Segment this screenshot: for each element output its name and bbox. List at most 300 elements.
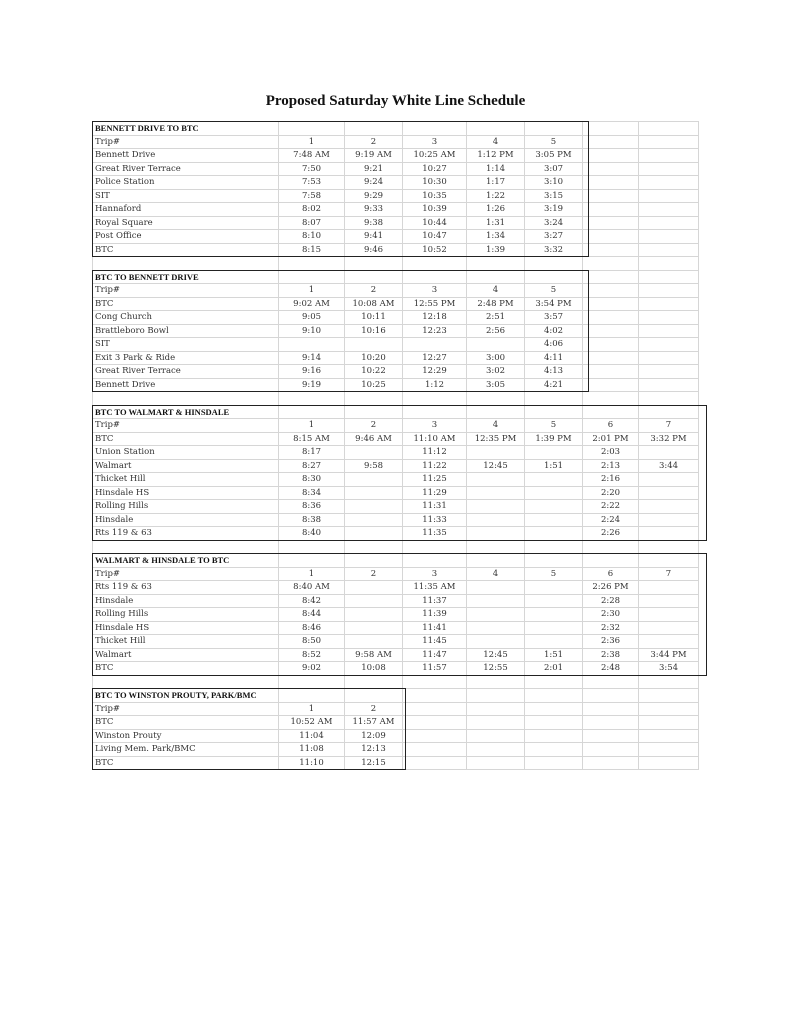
time-cell: 2:20 [583, 486, 639, 500]
time-cell: 9:14 [279, 351, 345, 365]
time-cell: 1:12 PM [467, 149, 525, 163]
stop-name: BTC [93, 297, 279, 311]
section-header-row [93, 405, 699, 419]
empty-cell [583, 122, 639, 136]
empty-cell [583, 689, 639, 703]
time-cell: 3:15 [525, 189, 583, 203]
time-cell: 2:38 [583, 648, 639, 662]
stop-name: Rts 119 & 63 [93, 527, 279, 541]
time-cell: 2:48 [583, 662, 639, 676]
empty-cell [345, 122, 403, 136]
time-cell: 8:40 AM [279, 581, 345, 595]
empty-cell [345, 392, 403, 406]
empty-cell [583, 216, 639, 230]
time-cell: 2:26 [583, 527, 639, 541]
time-cell [525, 581, 583, 595]
time-cell: 4:13 [525, 365, 583, 379]
stop-row [93, 459, 699, 473]
trip-number: 5 [525, 419, 583, 433]
trip-number: 4 [467, 419, 525, 433]
empty-cell [403, 554, 467, 568]
stop-name: Great River Terrace [93, 365, 279, 379]
stop-row [93, 297, 699, 311]
empty-cell [583, 743, 639, 757]
time-cell: 10:44 [403, 216, 467, 230]
empty-cell [403, 675, 467, 689]
time-cell [639, 621, 699, 635]
empty-cell [525, 540, 583, 554]
stop-name: Hannaford [93, 203, 279, 217]
empty-cell [279, 540, 345, 554]
time-cell: 12:35 PM [467, 432, 525, 446]
empty-cell [403, 702, 467, 716]
section-title: BTC TO WINSTON PROUTY, PARK/BMC [93, 689, 279, 703]
time-cell: 10:08 AM [345, 297, 403, 311]
stop-row [93, 662, 699, 676]
empty-cell [583, 756, 639, 770]
time-cell: 3:00 [467, 351, 525, 365]
time-cell: 12:13 [345, 743, 403, 757]
stop-row [93, 608, 699, 622]
stop-name: BTC [93, 243, 279, 257]
time-cell: 11:35 AM [403, 581, 467, 595]
stop-name: Union Station [93, 446, 279, 460]
time-cell: 2:32 [583, 621, 639, 635]
empty-cell [525, 270, 583, 284]
time-cell: 9:58 AM [345, 648, 403, 662]
trip-number: 5 [525, 135, 583, 149]
empty-cell [583, 324, 639, 338]
time-cell: 8:44 [279, 608, 345, 622]
empty-cell [639, 554, 699, 568]
time-cell [345, 594, 403, 608]
empty-cell [279, 122, 345, 136]
time-cell [279, 338, 345, 352]
time-cell: 10:39 [403, 203, 467, 217]
schedule-grid [92, 121, 699, 770]
time-cell [525, 621, 583, 635]
empty-cell [403, 392, 467, 406]
time-cell: 11:22 [403, 459, 467, 473]
empty-cell [467, 743, 525, 757]
time-cell [639, 608, 699, 622]
empty-cell [467, 756, 525, 770]
time-cell [467, 338, 525, 352]
time-cell: 8:10 [279, 230, 345, 244]
empty-cell [583, 729, 639, 743]
time-cell: 9:02 [279, 662, 345, 676]
time-cell: 2:13 [583, 459, 639, 473]
time-cell [639, 635, 699, 649]
time-cell: 10:52 AM [279, 716, 345, 730]
empty-cell [639, 189, 699, 203]
trip-number: 4 [467, 284, 525, 298]
trip-number: 1 [279, 702, 345, 716]
time-cell: 11:47 [403, 648, 467, 662]
trip-number-row [93, 702, 699, 716]
time-cell [467, 513, 525, 527]
stop-row [93, 203, 699, 217]
stop-row [93, 311, 699, 325]
time-cell: 12:55 [467, 662, 525, 676]
empty-cell [525, 554, 583, 568]
empty-cell [525, 257, 583, 271]
trip-number-row [93, 135, 699, 149]
time-cell: 8:15 AM [279, 432, 345, 446]
empty-cell [467, 540, 525, 554]
time-cell: 9:58 [345, 459, 403, 473]
time-cell [639, 513, 699, 527]
empty-cell [639, 540, 699, 554]
empty-cell [639, 149, 699, 163]
time-cell: 3:54 [639, 662, 699, 676]
time-cell [467, 486, 525, 500]
trip-number: 2 [345, 567, 403, 581]
empty-cell [93, 675, 279, 689]
time-cell: 1:51 [525, 648, 583, 662]
trip-number: 3 [403, 135, 467, 149]
time-cell: 9:19 AM [345, 149, 403, 163]
empty-cell [583, 189, 639, 203]
time-cell: 8:52 [279, 648, 345, 662]
empty-cell [639, 284, 699, 298]
time-cell: 10:25 AM [403, 149, 467, 163]
empty-cell [583, 338, 639, 352]
time-cell [345, 635, 403, 649]
empty-cell [583, 257, 639, 271]
time-cell: 11:45 [403, 635, 467, 649]
empty-cell [93, 392, 279, 406]
trip-number: 6 [583, 567, 639, 581]
stop-name: Hinsdale [93, 594, 279, 608]
empty-cell [639, 756, 699, 770]
empty-cell [583, 176, 639, 190]
empty-cell [525, 743, 583, 757]
time-cell: 2:01 [525, 662, 583, 676]
empty-cell [279, 689, 345, 703]
empty-cell [279, 675, 345, 689]
time-cell: 8:46 [279, 621, 345, 635]
empty-cell [583, 378, 639, 392]
time-cell [467, 608, 525, 622]
empty-cell [467, 554, 525, 568]
empty-cell [639, 365, 699, 379]
trip-label: Trip# [93, 419, 279, 433]
spacer-row [93, 540, 699, 554]
empty-cell [639, 311, 699, 325]
trip-number: 1 [279, 284, 345, 298]
time-cell: 12:29 [403, 365, 467, 379]
time-cell: 3:57 [525, 311, 583, 325]
trip-number: 6 [583, 419, 639, 433]
time-cell: 11:10 [279, 756, 345, 770]
time-cell: 3:02 [467, 365, 525, 379]
time-cell: 11:10 AM [403, 432, 467, 446]
empty-cell [639, 203, 699, 217]
stop-name: Royal Square [93, 216, 279, 230]
time-cell: 9:33 [345, 203, 403, 217]
time-cell: 9:46 AM [345, 432, 403, 446]
time-cell: 3:32 PM [639, 432, 699, 446]
stop-name: Brattleboro Bowl [93, 324, 279, 338]
time-cell: 1:22 [467, 189, 525, 203]
empty-cell [583, 284, 639, 298]
stop-row [93, 176, 699, 190]
empty-cell [639, 351, 699, 365]
stop-name: Walmart [93, 459, 279, 473]
empty-cell [583, 392, 639, 406]
empty-cell [583, 365, 639, 379]
time-cell: 8:34 [279, 486, 345, 500]
time-cell: 8:02 [279, 203, 345, 217]
stop-row [93, 365, 699, 379]
time-cell [639, 473, 699, 487]
trip-number: 1 [279, 135, 345, 149]
stop-name: Rolling Hills [93, 608, 279, 622]
time-cell: 2:26 PM [583, 581, 639, 595]
empty-cell [345, 540, 403, 554]
time-cell [467, 621, 525, 635]
empty-cell [279, 405, 345, 419]
stop-row [93, 473, 699, 487]
section-title: BENNETT DRIVE TO BTC [93, 122, 279, 136]
empty-cell [93, 540, 279, 554]
time-cell [345, 527, 403, 541]
trip-number: 7 [639, 567, 699, 581]
spacer-row [93, 675, 699, 689]
empty-cell [279, 554, 345, 568]
time-cell [467, 473, 525, 487]
time-cell [345, 621, 403, 635]
time-cell: 9:02 AM [279, 297, 345, 311]
time-cell: 11:39 [403, 608, 467, 622]
time-cell: 1:34 [467, 230, 525, 244]
time-cell: 7:48 AM [279, 149, 345, 163]
trip-number: 3 [403, 419, 467, 433]
trip-number: 2 [345, 702, 403, 716]
time-cell [639, 581, 699, 595]
empty-cell [467, 702, 525, 716]
empty-cell [583, 311, 639, 325]
stop-name: SIT [93, 189, 279, 203]
time-cell: 8:50 [279, 635, 345, 649]
time-cell [525, 500, 583, 514]
empty-cell [467, 392, 525, 406]
trip-number: 1 [279, 419, 345, 433]
time-cell: 3:10 [525, 176, 583, 190]
empty-cell [639, 216, 699, 230]
time-cell [345, 338, 403, 352]
time-cell: 12:45 [467, 459, 525, 473]
time-cell [345, 581, 403, 595]
stop-row [93, 716, 699, 730]
stop-name: Hinsdale HS [93, 486, 279, 500]
stop-name: BTC [93, 756, 279, 770]
stop-name: Rts 119 & 63 [93, 581, 279, 595]
empty-cell [403, 689, 467, 703]
time-cell: 11:29 [403, 486, 467, 500]
time-cell [345, 513, 403, 527]
empty-cell [583, 405, 639, 419]
time-cell [639, 486, 699, 500]
time-cell: 9:29 [345, 189, 403, 203]
empty-cell [639, 176, 699, 190]
empty-cell [403, 405, 467, 419]
empty-cell [583, 162, 639, 176]
time-cell: 2:24 [583, 513, 639, 527]
empty-cell [467, 405, 525, 419]
time-cell: 12:15 [345, 756, 403, 770]
empty-cell [525, 756, 583, 770]
stop-row [93, 149, 699, 163]
empty-cell [345, 257, 403, 271]
time-cell: 2:36 [583, 635, 639, 649]
time-cell [525, 608, 583, 622]
time-cell [345, 446, 403, 460]
stop-name: Thicket Hill [93, 473, 279, 487]
stop-row [93, 500, 699, 514]
trip-number: 2 [345, 419, 403, 433]
stop-name: Hinsdale [93, 513, 279, 527]
empty-cell [467, 270, 525, 284]
time-cell: 11:57 [403, 662, 467, 676]
stop-name: Walmart [93, 648, 279, 662]
time-cell: 8:27 [279, 459, 345, 473]
stop-row [93, 432, 699, 446]
time-cell: 8:38 [279, 513, 345, 527]
time-cell: 2:28 [583, 594, 639, 608]
empty-cell [639, 405, 699, 419]
empty-cell [583, 135, 639, 149]
stop-name: Hinsdale HS [93, 621, 279, 635]
time-cell: 12:18 [403, 311, 467, 325]
time-cell: 11:08 [279, 743, 345, 757]
time-cell: 1:26 [467, 203, 525, 217]
stop-name: Cong Church [93, 311, 279, 325]
empty-cell [583, 554, 639, 568]
time-cell: 1:51 [525, 459, 583, 473]
empty-cell [525, 405, 583, 419]
time-cell [639, 594, 699, 608]
stop-name: SIT [93, 338, 279, 352]
trip-number-row [93, 419, 699, 433]
empty-cell [639, 243, 699, 257]
time-cell: 2:16 [583, 473, 639, 487]
time-cell: 4:06 [525, 338, 583, 352]
empty-cell [403, 540, 467, 554]
time-cell [467, 446, 525, 460]
time-cell: 10:52 [403, 243, 467, 257]
stop-row [93, 446, 699, 460]
empty-cell [639, 135, 699, 149]
trip-label: Trip# [93, 567, 279, 581]
time-cell: 10:11 [345, 311, 403, 325]
empty-cell [403, 270, 467, 284]
time-cell: 11:12 [403, 446, 467, 460]
section-title: WALMART & HINSDALE TO BTC [93, 554, 279, 568]
time-cell: 11:31 [403, 500, 467, 514]
time-cell: 7:50 [279, 162, 345, 176]
empty-cell [583, 230, 639, 244]
time-cell: 1:31 [467, 216, 525, 230]
empty-cell [583, 243, 639, 257]
section-title: BTC TO WALMART & HINSDALE [93, 405, 279, 419]
time-cell [345, 500, 403, 514]
empty-cell [639, 338, 699, 352]
empty-cell [583, 702, 639, 716]
time-cell [525, 446, 583, 460]
stop-row [93, 243, 699, 257]
stop-row [93, 729, 699, 743]
time-cell: 10:27 [403, 162, 467, 176]
empty-cell [467, 689, 525, 703]
empty-cell [525, 729, 583, 743]
time-cell: 1:39 [467, 243, 525, 257]
trip-label: Trip# [93, 135, 279, 149]
time-cell: 9:19 [279, 378, 345, 392]
time-cell: 1:12 [403, 378, 467, 392]
empty-cell [467, 716, 525, 730]
stop-row [93, 216, 699, 230]
stop-row [93, 513, 699, 527]
stop-row [93, 324, 699, 338]
stop-row [93, 162, 699, 176]
time-cell: 8:40 [279, 527, 345, 541]
stop-row [93, 581, 699, 595]
empty-cell [467, 729, 525, 743]
stop-name: Thicket Hill [93, 635, 279, 649]
empty-cell [639, 716, 699, 730]
time-cell: 12:45 [467, 648, 525, 662]
empty-cell [403, 257, 467, 271]
time-cell: 2:22 [583, 500, 639, 514]
time-cell: 9:46 [345, 243, 403, 257]
empty-cell [403, 716, 467, 730]
time-cell: 8:42 [279, 594, 345, 608]
section-header-row [93, 122, 699, 136]
time-cell: 11:57 AM [345, 716, 403, 730]
empty-cell [403, 743, 467, 757]
empty-cell [639, 675, 699, 689]
time-cell: 2:48 PM [467, 297, 525, 311]
stop-name: BTC [93, 432, 279, 446]
empty-cell [467, 675, 525, 689]
empty-cell [583, 675, 639, 689]
time-cell: 10:08 [345, 662, 403, 676]
empty-cell [525, 689, 583, 703]
time-cell: 11:25 [403, 473, 467, 487]
time-cell [639, 500, 699, 514]
stop-row [93, 351, 699, 365]
time-cell: 3:27 [525, 230, 583, 244]
time-cell [525, 486, 583, 500]
stop-name: Winston Prouty [93, 729, 279, 743]
time-cell: 3:07 [525, 162, 583, 176]
section-header-row [93, 689, 699, 703]
empty-cell [279, 257, 345, 271]
empty-cell [403, 756, 467, 770]
trip-number: 4 [467, 567, 525, 581]
time-cell: 3:19 [525, 203, 583, 217]
time-cell [525, 473, 583, 487]
trip-number: 2 [345, 135, 403, 149]
time-cell [525, 594, 583, 608]
time-cell [467, 594, 525, 608]
empty-cell [639, 122, 699, 136]
time-cell [345, 608, 403, 622]
time-cell: 3:44 [639, 459, 699, 473]
stop-row [93, 189, 699, 203]
